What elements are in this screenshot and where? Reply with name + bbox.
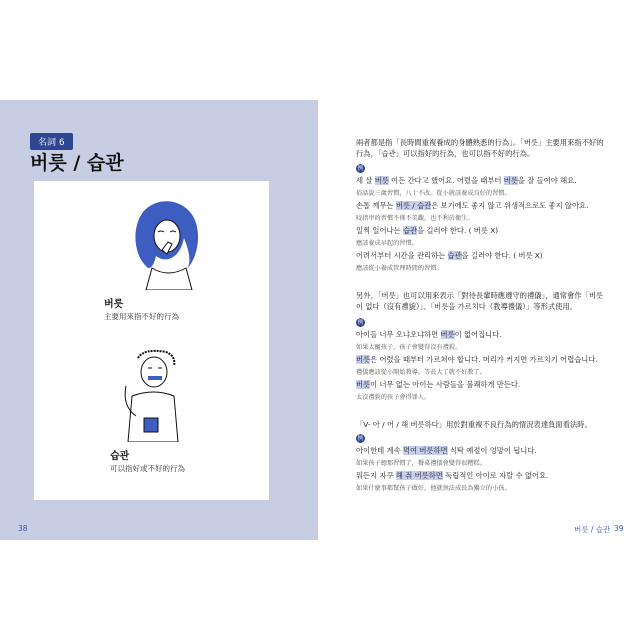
example-translation: 應該養成早起的習慣。 (356, 240, 418, 247)
example-korean (356, 330, 502, 340)
intro-paragraph: 兩者都是指「長時間重複養成的身體熟悉的行為」。「버릇」主要用來指不好的行為，「습관」可以指好的行為，也可以指不好的行為。 (356, 138, 604, 158)
example-korean (356, 176, 577, 186)
example-bullet: 例 (357, 319, 364, 326)
paragraph-3: 「V- 아 / 어 / 해 버릇하다」用於對重複不良行為的情況表達負面看法時。 (356, 420, 592, 429)
word-seupgwan-desc: 可以指好或不好的行為 (110, 464, 185, 473)
example-korean (356, 380, 520, 390)
highlighted-word: 버릇 / 습관 (395, 201, 432, 210)
entry-tag: 名詞 6 (30, 133, 73, 150)
example-text: 을 길러야 한다. ( 버릇 X) (461, 251, 543, 260)
example-translation: 咬指甲的習慣不僅不美觀，也不利於衛生。 (356, 215, 474, 222)
example-korean (356, 201, 588, 211)
example-translation: 如果太寵孩子，孩子會變得沒有禮貌。 (356, 344, 462, 351)
page-title: 버릇 / 습관 (30, 152, 124, 174)
highlighted-word: 버릇 (503, 176, 518, 185)
example-translation: 如果孩子總那習慣了，餐桌禮儀會變得很糟糕。 (356, 460, 486, 467)
example-translation: 禮儀應該從小開始教導。等長大了就不好教了。 (356, 369, 486, 376)
example-text: 이 너무 없는 아이는 사람들을 불쾌하게 만든다. (370, 380, 521, 389)
highlighted-word: 버릇 (440, 330, 455, 339)
example-text: 이 없어집니다. (454, 330, 502, 339)
word-beoreut: 버릇 (104, 299, 124, 310)
example-korean (356, 226, 498, 236)
highlighted-word: 버릇 (356, 355, 371, 364)
example-korean (356, 446, 537, 456)
example-korean (356, 471, 548, 481)
woman-brushing-teeth-illustration (118, 346, 188, 442)
word-seupgwan: 습관 (110, 451, 130, 462)
page-number-right: 39 (614, 524, 624, 533)
example-text: 은 어렸을 때부터 가르쳐야 합니다. 머리가 커지면 가르치기 어렵습니다. (370, 355, 598, 364)
example-bullet: 例 (357, 435, 364, 442)
example-text: 을 잘 들여야 해요. (517, 176, 577, 185)
example-translation: 應該從小養成管理時間的習慣。 (356, 265, 443, 272)
example-text: 세 살 (356, 176, 375, 185)
example-text: 은 보기에도 좋지 않고 위생적으로도 좋지 않아요. (431, 201, 589, 210)
example-korean (356, 355, 598, 365)
example-text: 독립적인 아이로 자랄 수 없어요. (442, 471, 549, 480)
page-number-left: 38 (18, 524, 28, 533)
highlighted-word: 해 줘 버릇하면 (395, 471, 443, 480)
example-text: 여든 간다고 했어요. 어렸을 때부터 (388, 176, 504, 185)
example-text: 일찍 일어나는 (356, 226, 403, 235)
highlighted-word: 버릇 (374, 176, 389, 185)
highlighted-word: 습관 (447, 251, 462, 260)
example-translation: 如果什麼事都幫孩子做好，他就無法成長為獨立的小孩。 (356, 485, 511, 492)
highlighted-word: 먹여 버릇하면 (402, 446, 448, 455)
example-text: 손톱 깨무는 (356, 201, 396, 210)
paragraph-2: 另外，「버릇」也可以用來表示「對待長輩時應遵守的禮儀」，通常會作「버릇이 없다（沒有禮貌）」、「버릇을 가르치다（教導禮儀）」等形式使用。 (356, 291, 604, 311)
word-beoreut-desc: 主要用來指不好的行為 (104, 312, 179, 321)
example-text: 을 길러야 한다. ( 버릇 X) (417, 226, 499, 235)
example-text: 뭐든지 자꾸 (356, 471, 396, 480)
example-translation: 太沒禮貌的孩子會得罪人。 (356, 394, 431, 401)
woman-biting-nails-illustration (128, 198, 204, 290)
example-text: 어려서부터 시간을 관리하는 (356, 251, 448, 260)
example-translation: 俗話說三歲習慣，八十不改。從小就該養成良好的習慣。 (356, 190, 511, 197)
highlighted-word: 습관 (402, 226, 418, 235)
highlighted-word: 버릇 (356, 380, 371, 389)
example-korean (356, 251, 543, 261)
example-text: 식탁 예절이 엉망이 됩니다. (447, 446, 537, 455)
example-text: 아이한테 계속 (356, 446, 403, 455)
page-label-right: 버릇 / 습관 (574, 525, 611, 534)
example-bullet: 例 (357, 165, 364, 172)
example-text: 아이들 너무 오냐오냐하면 (356, 330, 441, 339)
